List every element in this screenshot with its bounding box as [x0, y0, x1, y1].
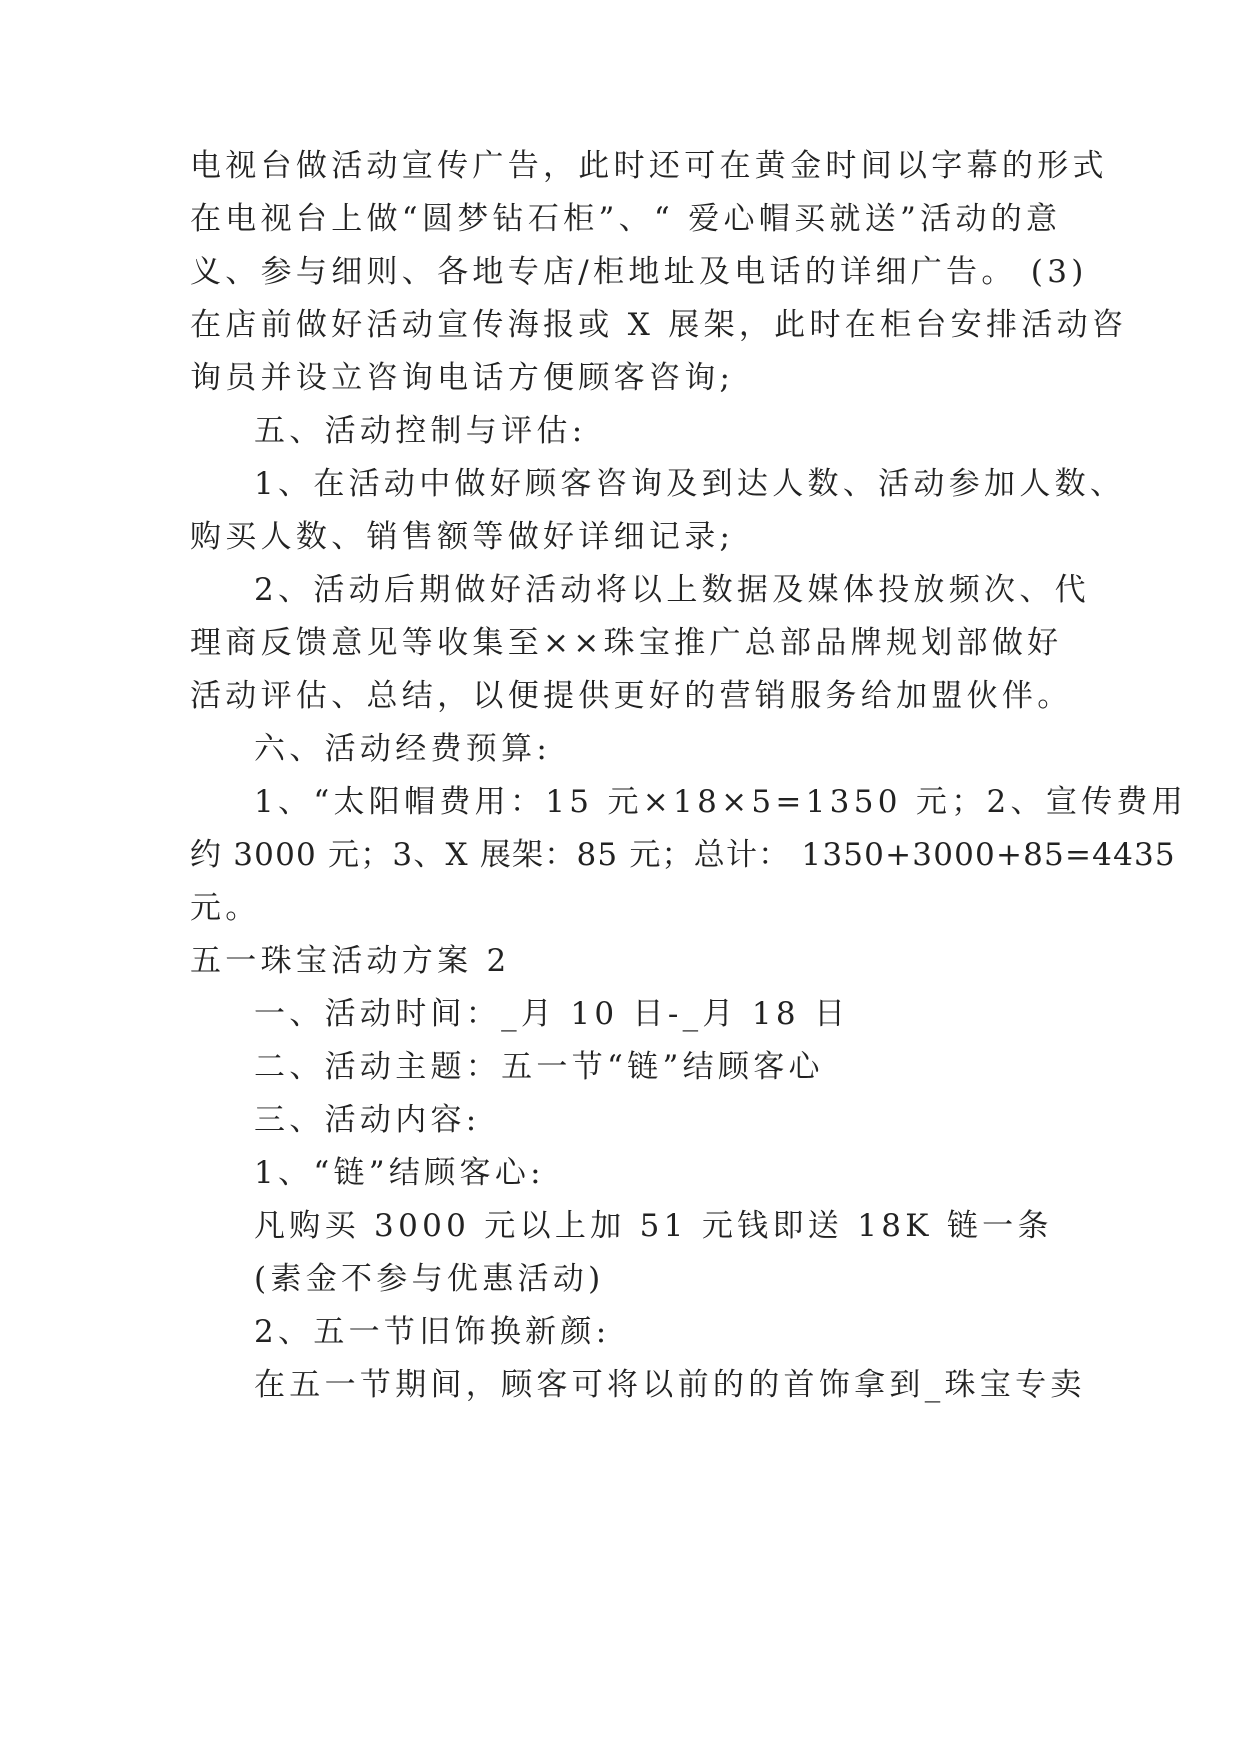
text-line: 约 3000 元；3、X 展架：85 元；总计： 1350+3000+85=4435 [190, 837, 1176, 873]
text-line: 2、五一节旧饰换新颜: [254, 1314, 611, 1350]
text-line: 凡购买 3000 元以上加 51 元钱即送 18K 链一条 [254, 1208, 1053, 1244]
text-line: 元。 [190, 890, 261, 926]
text-line: 2、活动后期做好活动将以上数据及媒体投放频次、代 [254, 572, 1090, 608]
document-title: 五一珠宝活动方案 2 [190, 943, 511, 979]
text-line: 义、参与细则、各地专店/柜地址及电话的详细广告。 (3) [190, 254, 1088, 290]
section-heading: 六、活动经费预算: [254, 731, 552, 767]
text-line: 1、“链”结顾客心: [254, 1155, 545, 1191]
text-line: 理商反馈意见等收集至××珠宝推广总部品牌规划部做好 [190, 625, 1063, 661]
text-line: 1、“太阳帽费用：15 元×18×5=1350 元；2、宣传费用 [254, 784, 1188, 820]
text-line: 在五一节期间，顾客可将以前的的首饰拿到_珠宝专卖 [254, 1367, 1086, 1403]
text-line: 1、在活动中做好顾客咨询及到达人数、活动参加人数、 [254, 466, 1126, 502]
text-line: 活动评估、总结，以便提供更好的营销服务给加盟伙伴。 [190, 678, 1073, 714]
text-line: 在店前做好活动宣传海报或 X 展架，此时在柜台安排活动咨 [190, 307, 1128, 343]
text-line: 二、活动主题：五一节“链”结顾客心 [254, 1049, 824, 1085]
section-heading: 五、活动控制与评估: [254, 413, 587, 449]
text-line: 询员并设立咨询电话方便顾客咨询; [190, 360, 735, 396]
section-heading: 三、活动内容: [254, 1102, 481, 1138]
text-line: 一、活动时间：_月 10 日-_月 18 日 [254, 996, 850, 1032]
text-line: (素金不参与优惠活动) [254, 1261, 605, 1297]
text-line: 购买人数、销售额等做好详细记录; [190, 519, 735, 555]
text-line: 电视台做活动宣传广告，此时还可在黄金时间以字幕的形式 [190, 148, 1108, 184]
text-line: 在电视台上做“圆梦钻石柜”、“ 爱心帽买就送”活动的意 [190, 201, 1062, 237]
